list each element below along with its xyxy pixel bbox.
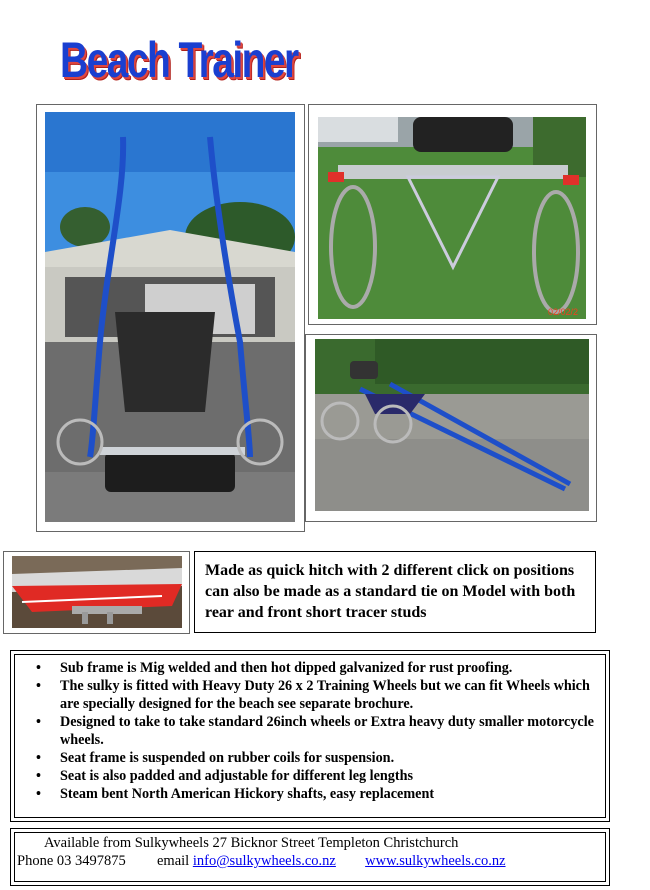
photo-side-view (315, 339, 589, 511)
contact-footer (10, 828, 610, 886)
feature-item: • Seat frame is suspended on rubber coils for suspension. (36, 749, 601, 767)
photo-rear-view (318, 117, 586, 319)
email-label: email (157, 853, 190, 869)
feature-item: • Steam bent North American Hickory shafts, easy replacement (36, 785, 601, 803)
features-list (36, 659, 601, 803)
page-title: Beach Trainer (60, 32, 298, 88)
feature-item: • Seat is also padded and adjustable for different leg lengths (36, 767, 601, 785)
photo-tracer-stud (12, 556, 182, 628)
email-link[interactable]: info@sulkywheels.co.nz (192, 853, 336, 869)
website-link[interactable]: www.sulkywheels.co.nz (365, 853, 506, 869)
phone-number: Phone 03 3497875 (17, 853, 126, 869)
feature-item: • Designed to take to take standard 26inch wheels or Extra heavy duty smaller motorcycle wheels. (36, 713, 601, 749)
address-line: Available from Sulkywheels 27 Bicknor Street Templeton Christchurch (44, 835, 459, 851)
feature-item: • Sub frame is Mig welded and then hot dipped galvanized for rust proofing. (36, 659, 601, 677)
info-box: Made as quick hitch with 2 different click on positions can also be made as a standard tie on Model with both rear and front short tracer studs (194, 551, 596, 633)
photo-front-view (45, 112, 295, 522)
feature-item: • The sulky is fitted with Heavy Duty 26 x 2 Training Wheels but we can fit Wheels which are specially designed for the beach see separate brochure. (36, 677, 601, 713)
contact-line (17, 853, 506, 870)
photo-date-stamp: 02/02/2 (548, 307, 579, 317)
features-box (10, 650, 610, 822)
